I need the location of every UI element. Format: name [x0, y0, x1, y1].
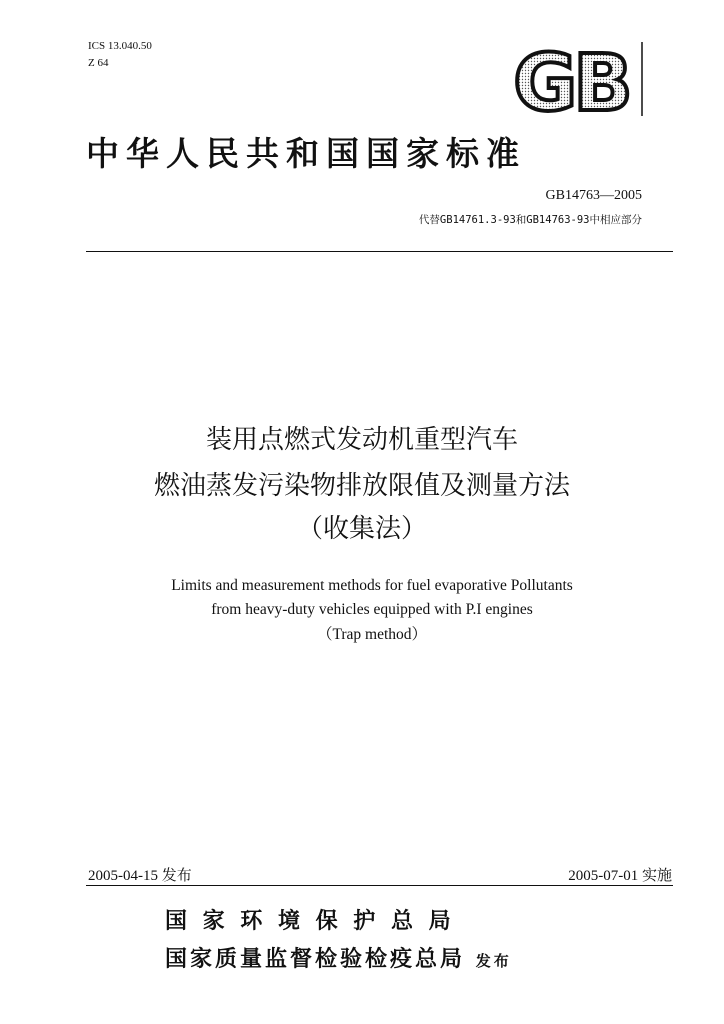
header-divider — [86, 251, 673, 252]
en-title-line-2: from heavy-duty vehicles equipped with P.I engines — [211, 601, 533, 618]
gb-logo — [503, 42, 645, 116]
en-title-line-3: （Trap method） — [316, 626, 428, 643]
publish-label: 发布 — [475, 952, 512, 970]
footer-divider — [86, 885, 673, 886]
national-standard-title: 中华人民共和国国家标准 — [86, 134, 526, 173]
issue-date: 2005-04-15 发布 — [88, 868, 192, 884]
agency-quality-name: 国家质量监督检验检疫总局 — [165, 947, 466, 972]
ics-code: ICS 13.040.50 — [88, 40, 152, 52]
classification-code: Z 64 — [88, 57, 109, 69]
cn-title-line-1: 装用点燃式发动机重型汽车 — [205, 425, 518, 455]
replacement-note: 代替GB14761.3-93和GB14763-93中相应部分 — [418, 214, 642, 226]
cn-title-line-3: （收集法） — [296, 514, 427, 544]
cn-title-line-2: 燃油蒸发污染物排放限值及测量方法 — [153, 471, 570, 501]
agency-quality — [165, 942, 512, 973]
standard-number: GB14763—2005 — [545, 188, 642, 203]
svg-text:GB: GB — [513, 42, 629, 116]
en-title-line-1: Limits and measurement methods for fuel evaporative Pollutants — [171, 577, 573, 594]
agency-environment: 国 家 环 境 保 护 总 局 — [165, 909, 455, 934]
ics-code-block — [88, 38, 152, 72]
implementation-date: 2005-07-01 实施 — [568, 868, 672, 884]
